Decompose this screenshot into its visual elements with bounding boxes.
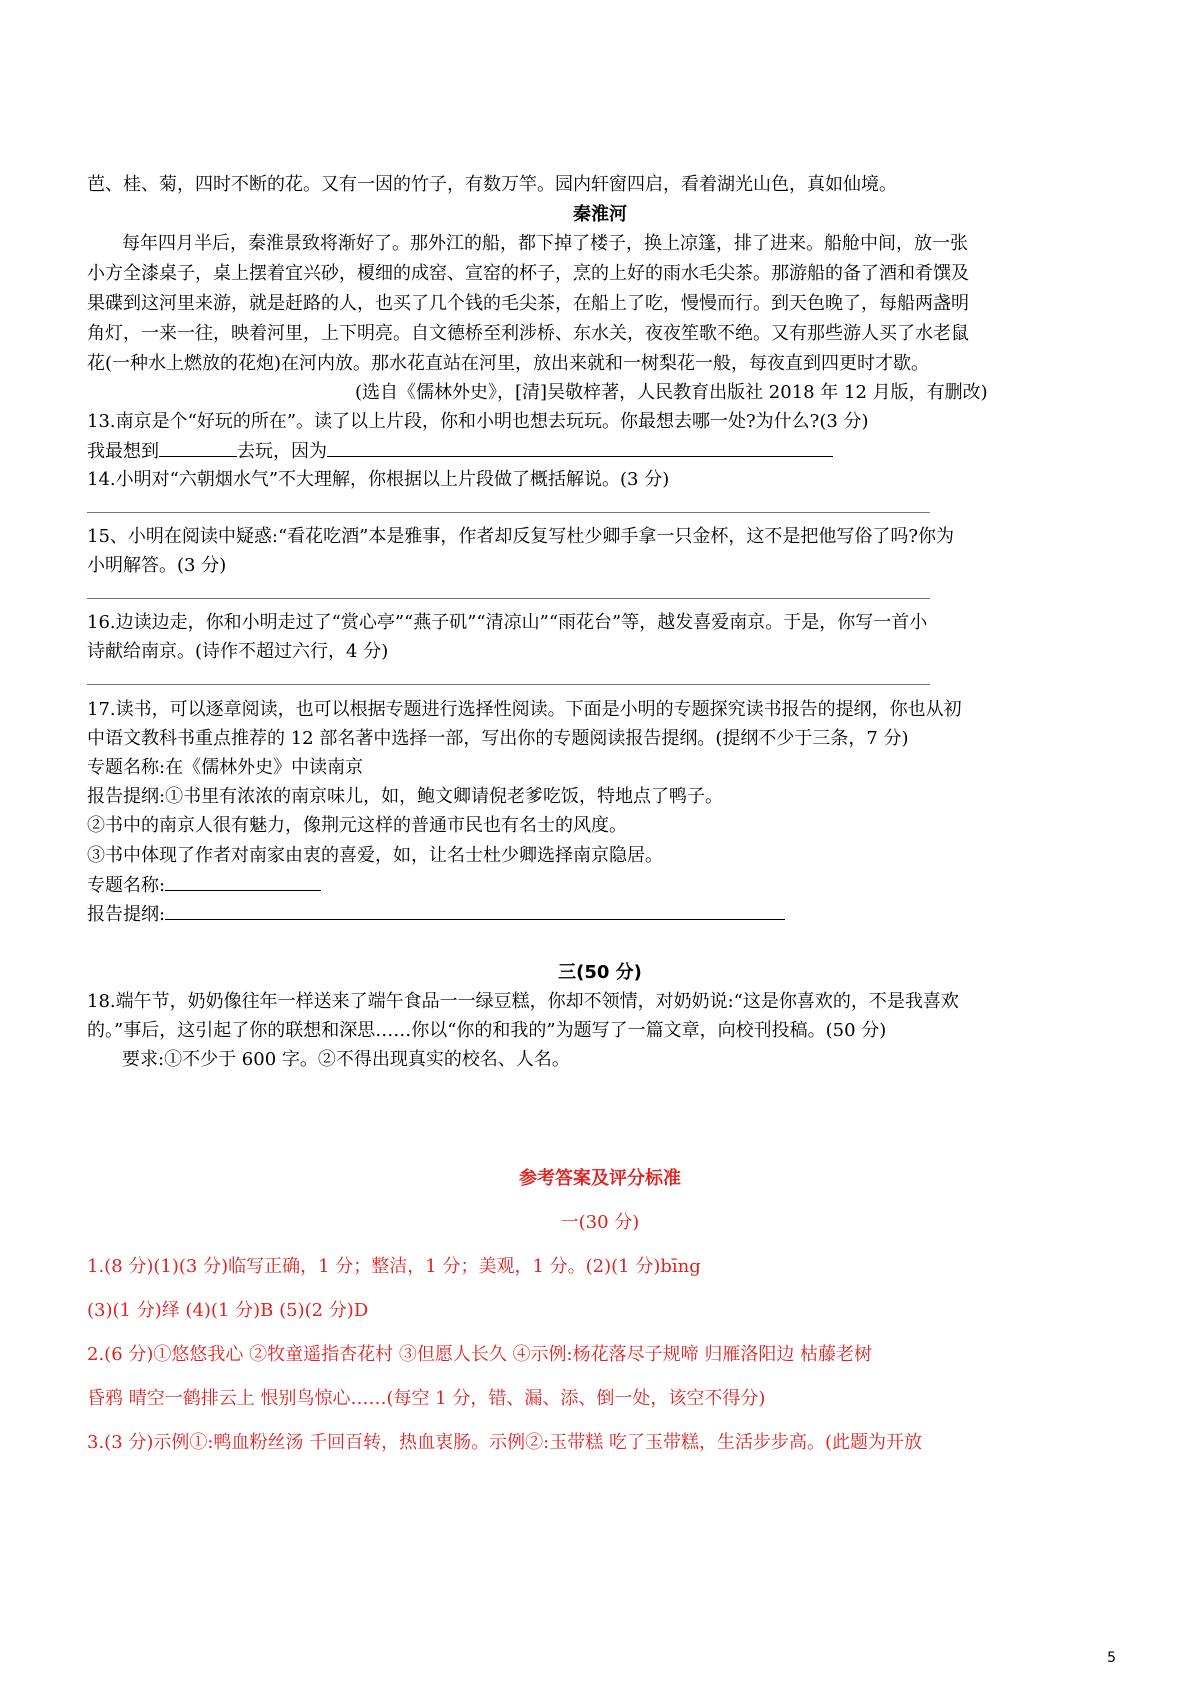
passage-line: 果碟到这河里来游，就是赶路的人，也买了几个钱的毛尖茶，在船上了吃，慢慢而行。到天色晚了，每船两盏明 [87, 293, 969, 314]
answer-1-line1: 1.(8 分)(1)(3 分)临写正确，1 分；整洁，1 分；美观，1 分。(2)(1 分)bīng [87, 1256, 701, 1277]
answer-2-line2: 昏鸦 晴空一鹤排云上 恨别鸟惊心……(每空 1 分，错、漏、添、倒一处，该空不得分) [87, 1388, 766, 1409]
answer-rule[interactable] [87, 598, 930, 599]
example-outline-3: ③书中体现了作者对南家由衷的喜爱，如，让名士杜少卿选择南京隐居。 [87, 845, 663, 866]
example-topic: 专题名称:在《儒林外史》中读南京 [87, 757, 364, 778]
answer-rule[interactable] [87, 512, 930, 513]
question-18-line1: 18.端午节，奶奶像往年一样送来了端午食品一一绿豆糕，你却不领情，对奶奶说:“这是你喜欢的，不是我喜欢 [87, 991, 959, 1012]
outline-blank[interactable] [165, 903, 785, 920]
question-17-line2: 中语文教科书重点推荐的 12 部名著中选择一部，写出你的专题阅读报告提纲。(提纲不少于三条，7 分) [87, 728, 909, 749]
place-blank[interactable] [159, 440, 237, 457]
question-15-line2: 小明解答。(3 分) [87, 555, 227, 576]
passage-line: 角灯，一来一往，映着河里，上下明亮。自文德桥至利涉桥、东水关，夜夜笙歌不绝。又有那些游人买了水老鼠 [87, 323, 969, 344]
question-14: 14.小明对“六朝烟水气”不大理解，你根据以上片段做了概括解说。(3 分) [87, 469, 670, 490]
answers-title: 参考答案及评分标准 [519, 1168, 681, 1189]
outline-label: 报告提纲: [87, 904, 166, 925]
answer-rule[interactable] [87, 684, 930, 685]
question-13-answer-line [87, 440, 833, 463]
question-16-line2: 诗献给南京。(诗作不超过六行，4 分) [87, 641, 389, 662]
question-18-requirement: 要求:①不少于 600 字。②不得出现真实的校名、人名。 [122, 1049, 570, 1070]
section-3-heading: 三(50 分) [558, 962, 642, 983]
question-16-line1: 16.边读边走，你和小明走过了“赏心亭”“燕子矶”“清凉山”“雨花台”等，越发喜爱南京。于是，你写一首小 [87, 612, 928, 633]
topic-answer-line [87, 874, 321, 897]
question-13: 13.南京是个“好玩的所在”。读了以上片段，你和小明也想去玩玩。你最想去哪一处?为什么?(3 分) [87, 411, 869, 432]
example-outline-1: 报告提纲:①书里有浓浓的南京味儿，如，鲍文卿请倪老爹吃饭，特地点了鸭子。 [87, 786, 724, 807]
topic-blank[interactable] [165, 874, 321, 891]
answer-1-line2: (3)(1 分)绎 (4)(1 分)B (5)(2 分)D [87, 1300, 369, 1321]
answer-2-line1: 2.(6 分)①悠悠我心 ②牧童遥指杏花村 ③但愿人长久 ④示例:杨花落尽子规啼 归雁洛阳边 枯藤老树 [87, 1344, 873, 1365]
question-18-line2: 的。”事后，这引起了你的联想和深思……你以“你的和我的”为题写了一篇文章，向校刊投稿。(50 分) [87, 1020, 887, 1041]
answer-3-line1: 3.(3 分)示例①:鸭血粉丝汤 千回百转，热血衷肠。示例②:玉带糕 吃了玉带糕，生活步步高。(此题为开放 [87, 1432, 922, 1453]
reason-blank[interactable] [327, 440, 833, 457]
answer-mid: 去玩，因为 [237, 441, 327, 462]
answers-section-1: 一(30 分) [560, 1212, 640, 1233]
passage-carryover: 芭、桂、菊，四时不断的花。又有一因的竹子，有数万竿。园内轩窗四启，看着湖光山色，真如仙境。 [87, 174, 897, 195]
passage-source: (选自《儒林外史》，[清]吴敬梓著，人民教育出版社 2018 年 12 月版，有删改) [355, 382, 988, 403]
page-number: 5 [1107, 1650, 1116, 1666]
example-outline-2: ②书中的南京人很有魅力，像荆元这样的普通市民也有名士的风度。 [87, 815, 627, 836]
outline-answer-line [87, 903, 785, 926]
answer-prefix: 我最想到 [87, 441, 159, 462]
passage-line: 花(一种水上燃放的花炮)在河内放。那水花直站在河里，放出来就和一树梨花一般，每夜直到四更时才歇。 [87, 353, 930, 374]
passage-line: 每年四月半后，秦淮景致将渐好了。那外江的船，都下掉了楼子，换上凉篷，排了进来。船舱中间，放一张 [122, 233, 968, 254]
question-15-line1: 15、小明在阅读中疑惑:“看花吃酒”本是雅事，作者却反复写杜少卿手拿一只金杯，这不是把他写俗了吗?你为 [87, 526, 955, 547]
passage-title: 秦淮河 [573, 204, 627, 225]
passage-line: 小方全漆桌子，桌上摆着宜兴砂，榎细的成窑、宣窑的杯子，烹的上好的雨水毛尖茶。那游船的备了酒和肴馔及 [87, 263, 969, 284]
question-17-line1: 17.读书，可以逐章阅读，也可以根据专题进行选择性阅读。下面是小明的专题探究读书报告的提纲，你也从初 [87, 699, 962, 720]
topic-label: 专题名称: [87, 875, 166, 896]
